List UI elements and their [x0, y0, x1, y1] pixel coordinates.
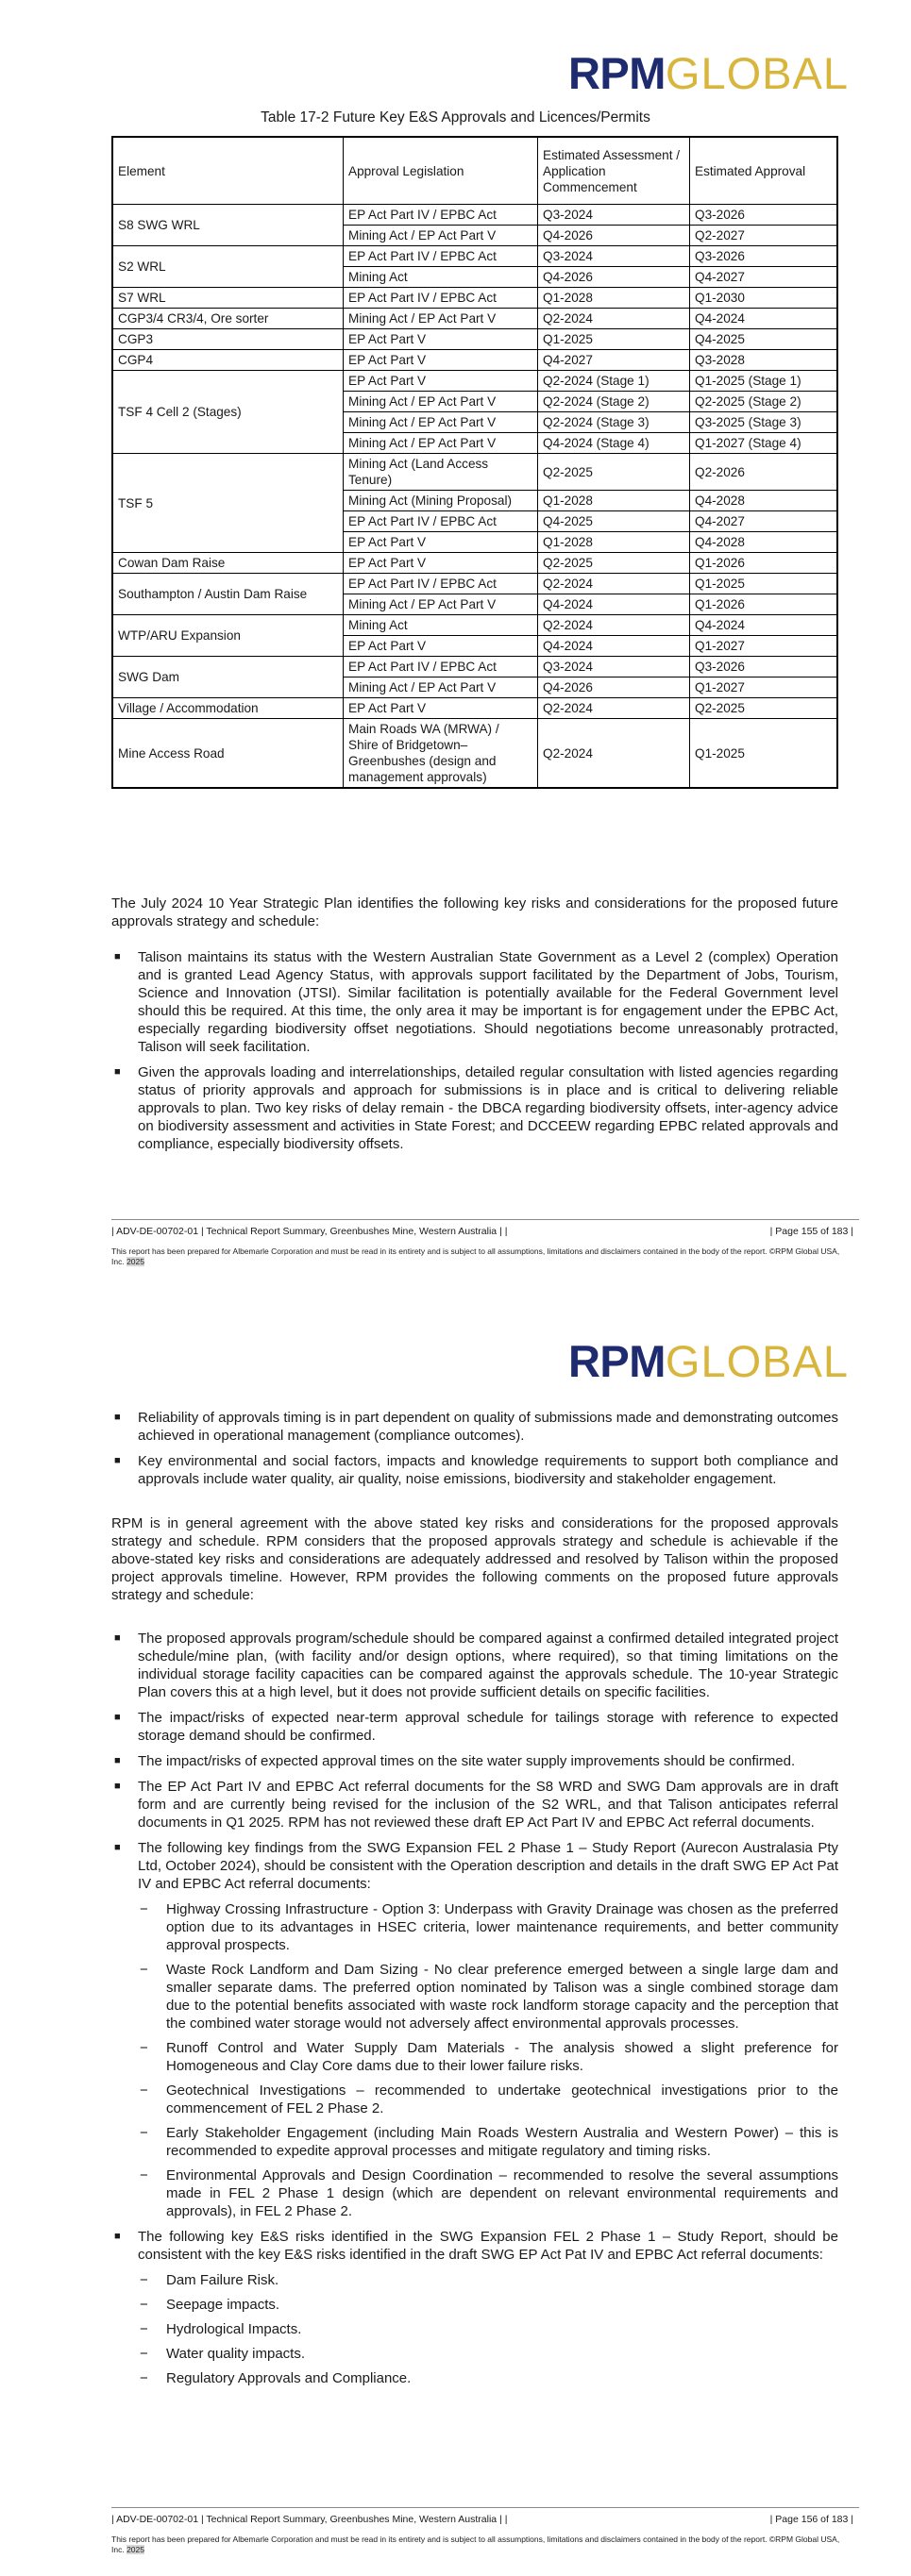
- list-item: ■ The following key findings from the SWG Expansion FEL 2 Phase 1 – Study Report (Aurecon Australasia Pty Ltd, October 2024), should be consistent with the Operation description and details in the draft SWG EP Act Pat IV and EPBC Act referral documents: − Highway Crossing Infrastructure - Option 3: Underpass with Gravity Drainage was chosen as the preferred option due to its advantages in HSEC criteria, lower maintenance requirements, and better community approval prospects. − Waste Rock Landform and Dam Sizing - No clear preference emerged between a single large dam and smaller separate dams. The preferred option nominated by Talison was a single combined storage dam due to the potential benefits associated with waste rock landform storage capacity and the perception that the combined water storage would not adversely affect environmental approvals processes. − Runoff Control and Water Supply Dam Materials - The analysis showed a slight preference for Homogeneous and Clay Core dams due to their lower failure risks. − Geotechnical Investigations – recommended to undertake geotechnical investigations prior to the commencement of FEL 2 Phase 2. − Early Stakeholder Engagement (including Main Roads Western Australia and Western Power) – this is recommended to expedite approval processes and mitigate regulatory and timing risks. − Environmental Approvals and Design Coordination – recommended to resolve the several assumptions made in FEL 2 Phase 1 design (which are dependent on relevant environmental requirements and approvals), in FEL 2 Phase 2.: [114, 1840, 838, 2219]
- bullet-square-icon: ■: [114, 951, 121, 962]
- bullet-square-icon: ■: [114, 2231, 121, 2242]
- header-element: Element: [112, 137, 344, 205]
- approval-cell: Q1-2025: [690, 574, 838, 594]
- findings-sublist: [138, 1900, 838, 2220]
- rpm-global-logo: RPMGLOBAL: [567, 1336, 849, 1386]
- element-cell: S8 SWG WRL: [112, 205, 344, 246]
- dash-icon: −: [140, 2083, 148, 2099]
- approval-cell: Q1-2030: [690, 288, 838, 309]
- approval-cell: Q4-2027: [690, 267, 838, 288]
- commencement-cell: Q4-2026: [538, 267, 690, 288]
- continued-bullet-list: [111, 1409, 838, 1496]
- approval-cell: Q3-2026: [690, 205, 838, 226]
- list-item: ■ The proposed approvals program/schedule should be compared against a confirmed detailed integrated project schedule/mine plan, (with facility and/or design options, where required), so that timing limitations on the individual storage facility capacities can be compared against the approvals schedule. The 10-year Strategic Plan covers this at a high level, but it does not provide sufficient details on specific facilities.: [114, 1631, 838, 1700]
- commencement-cell: Q2-2024 (Stage 3): [538, 412, 690, 433]
- commencement-cell: Q4-2024 (Stage 4): [538, 433, 690, 454]
- intro-paragraph: The July 2024 10 Year Strategic Plan identifies the following key risks and considerations for the proposed future approvals strategy and schedule:: [111, 895, 838, 929]
- footer: [111, 1226, 859, 1237]
- approval-cell: Q4-2028: [690, 532, 838, 553]
- approval-cell: Q1-2026: [690, 553, 838, 574]
- page-156: [0, 1288, 911, 2576]
- list-item: ■ The impact/risks of expected approval times on the site water supply improvements should be confirmed.: [114, 1753, 796, 1769]
- dash-icon: −: [140, 2167, 148, 2183]
- legislation-cell: EP Act Part IV / EPBC Act: [344, 288, 538, 309]
- approval-cell: Q4-2024: [690, 615, 838, 636]
- element-cell: Village / Accommodation: [112, 698, 344, 719]
- table-row: [112, 698, 837, 719]
- table-row: [112, 350, 837, 371]
- commencement-cell: Q4-2027: [538, 350, 690, 371]
- list-item: ■ The following key E&S risks identified in the SWG Expansion FEL 2 Phase 1 – Study Report, should be consistent with the key E&S risks identified in the draft SWG EP Act Pat IV and EPBC Act referral documents: − Dam Failure Risk. − Seepage impacts. − Hydrological Impacts. − Water quality impacts. − Regulatory Approvals and Compliance.: [114, 2229, 838, 2386]
- dash-icon: −: [140, 2321, 148, 2337]
- approval-cell: Q2-2025: [690, 698, 838, 719]
- commencement-cell: Q2-2024: [538, 615, 690, 636]
- sub-list-item: − Runoff Control and Water Supply Dam Materials - The analysis showed a slight preference for Homogeneous and Clay Core dams due to their lower failure risks.: [140, 2040, 838, 2074]
- commencement-cell: Q2-2024 (Stage 2): [538, 392, 690, 412]
- table-row: [112, 288, 837, 309]
- disclaimer: This report has been prepared for Albemarle Corporation and must be read in its entirety and is subject to all assumptions, limitations and disclaimers contained in the body of the report. ©RPM Global USA, Inc. 2025: [111, 2534, 840, 2554]
- rpm-comments-list: [111, 1630, 838, 2395]
- dash-icon: −: [140, 1962, 148, 1978]
- legislation-cell: Main Roads WA (MRWA) / Shire of Bridgetown–Greenbushes (design and management approvals): [344, 719, 538, 789]
- approvals-table: [111, 136, 838, 789]
- table-header-row: [112, 137, 837, 205]
- commencement-cell: Q3-2024: [538, 246, 690, 267]
- bullet-square-icon: ■: [114, 1755, 121, 1766]
- commencement-cell: Q3-2024: [538, 657, 690, 677]
- risk-bullet-list: [111, 948, 838, 1161]
- element-cell: CGP4: [112, 350, 344, 371]
- footer-doc-ref: | ADV-DE-00702-01 | Technical Report Summary, Greenbushes Mine, Western Australia | |: [111, 2514, 508, 2525]
- legislation-cell: EP Act Part IV / EPBC Act: [344, 574, 538, 594]
- page-number: | Page 156 of 183 |: [769, 2514, 853, 2525]
- sub-list-item: − Environmental Approvals and Design Coordination – recommended to resolve the several assumptions made in FEL 2 Phase 1 design (which are dependent on relevant environmental requirements and approvals), in FEL 2 Phase 2.: [140, 2167, 838, 2219]
- approval-cell: Q2-2027: [690, 226, 838, 246]
- legislation-cell: EP Act Part V: [344, 329, 538, 350]
- legislation-cell: EP Act Part V: [344, 350, 538, 371]
- legislation-cell: Mining Act / EP Act Part V: [344, 677, 538, 698]
- approval-cell: Q3-2028: [690, 350, 838, 371]
- dash-icon: −: [140, 2272, 148, 2288]
- table-row: [112, 309, 837, 329]
- element-cell: TSF 4 Cell 2 (Stages): [112, 371, 344, 454]
- dash-icon: −: [140, 2346, 148, 2362]
- table-row: [112, 615, 837, 636]
- commencement-cell: Q2-2024: [538, 698, 690, 719]
- list-item: ■ The EP Act Part IV and EPBC Act referral documents for the S8 WRD and SWG Dam approvals are in draft form and are currently being revised for the inclusion of the S2 WRL, and that Talison anticipates referral documents in Q1 2025. RPM has not reviewed these draft EP Act Part IV and EPBC Act referral documents.: [114, 1779, 838, 1831]
- sub-list-item: − Water quality impacts.: [140, 2346, 305, 2362]
- commencement-cell: Q4-2024: [538, 594, 690, 615]
- dash-icon: −: [140, 2370, 148, 2386]
- legislation-cell: EP Act Part V: [344, 636, 538, 657]
- bullet-square-icon: ■: [114, 1632, 121, 1644]
- commencement-cell: Q2-2024: [538, 309, 690, 329]
- approval-cell: Q1-2027: [690, 677, 838, 698]
- footer-divider: [111, 1219, 859, 1220]
- table-row: [112, 329, 837, 350]
- commencement-cell: Q4-2024: [538, 636, 690, 657]
- approval-cell: Q3-2026: [690, 246, 838, 267]
- sub-list-item: − Early Stakeholder Engagement (including Main Roads Western Australia and Western Power) – this is recommended to expedite approval processes and mitigate regulatory and timing risks.: [140, 2125, 838, 2159]
- sub-list-item: − Regulatory Approvals and Compliance.: [140, 2370, 412, 2386]
- commencement-cell: Q2-2024 (Stage 1): [538, 371, 690, 392]
- sub-list-item: − Waste Rock Landform and Dam Sizing - No clear preference emerged between a single large dam and smaller separate dams. The preferred option nominated by Talison was a single combined storage dam due to the potential benefits associated with waste rock landform storage capacity and the perception that the combined water storage would not adversely affect environmental approvals processes.: [140, 1962, 838, 2032]
- approval-cell: Q1-2025: [690, 719, 838, 789]
- approval-cell: Q4-2024: [690, 309, 838, 329]
- footer-divider: [111, 2507, 859, 2508]
- legislation-cell: Mining Act / EP Act Part V: [344, 594, 538, 615]
- element-cell: Cowan Dam Raise: [112, 553, 344, 574]
- commencement-cell: Q4-2026: [538, 677, 690, 698]
- footer: [111, 2514, 859, 2525]
- approval-cell: Q1-2027: [690, 636, 838, 657]
- table-row: [112, 205, 837, 226]
- footer-doc-ref: | ADV-DE-00702-01 | Technical Report Summary, Greenbushes Mine, Western Australia | |: [111, 1226, 508, 1237]
- bullet-square-icon: ■: [114, 1712, 121, 1723]
- legislation-cell: EP Act Part IV / EPBC Act: [344, 511, 538, 532]
- approval-cell: Q3-2026: [690, 657, 838, 677]
- table-title: Table 17-2 Future Key E&S Approvals and Licences/Permits: [261, 109, 650, 125]
- approval-cell: Q4-2027: [690, 511, 838, 532]
- page-number: | Page 155 of 183 |: [769, 1226, 853, 1237]
- table-row: [112, 371, 837, 392]
- legislation-cell: EP Act Part V: [344, 532, 538, 553]
- legislation-cell: Mining Act / EP Act Part V: [344, 412, 538, 433]
- table-row: [112, 246, 837, 267]
- approval-cell: Q1-2026: [690, 594, 838, 615]
- risks-sublist: [138, 2271, 838, 2387]
- element-cell: CGP3/4 CR3/4, Ore sorter: [112, 309, 344, 329]
- bullet-square-icon: ■: [114, 1412, 121, 1423]
- commencement-cell: Q1-2028: [538, 491, 690, 511]
- legislation-cell: EP Act Part V: [344, 553, 538, 574]
- table-row: [112, 574, 837, 594]
- sub-list-item: − Dam Failure Risk.: [140, 2272, 279, 2288]
- commencement-cell: Q1-2025: [538, 329, 690, 350]
- approval-cell: Q2-2026: [690, 454, 838, 491]
- sub-list-item: − Geotechnical Investigations – recommended to undertake geotechnical investigations prior to the commencement of FEL 2 Phase 2.: [140, 2083, 838, 2116]
- rpm-agreement-paragraph: RPM is in general agreement with the above stated key risks and considerations for the proposed approvals strategy and schedule. RPM considers that the proposed approvals strategy and schedule is achievable if the above-stated key risks and considerations are adequately addressed and resolved by Talison within the proposed project approvals timeline. However, RPM provides the following comments on the proposed future approvals strategy and schedule:: [111, 1515, 838, 1603]
- sub-list-item: − Hydrological Impacts.: [140, 2321, 302, 2337]
- approval-cell: Q4-2028: [690, 491, 838, 511]
- header-approval: Estimated Approval: [690, 137, 838, 205]
- element-cell: Southampton / Austin Dam Raise: [112, 574, 344, 615]
- commencement-cell: Q2-2024: [538, 719, 690, 789]
- legislation-cell: Mining Act / EP Act Part V: [344, 309, 538, 329]
- legislation-cell: Mining Act / EP Act Part V: [344, 433, 538, 454]
- rpm-global-logo: RPMGLOBAL: [567, 48, 849, 98]
- element-cell: TSF 5: [112, 454, 344, 553]
- legislation-cell: Mining Act / EP Act Part V: [344, 392, 538, 412]
- commencement-cell: Q4-2025: [538, 511, 690, 532]
- sub-list-item: − Highway Crossing Infrastructure - Option 3: Underpass with Gravity Drainage was chosen as the preferred option due to its advantages in HSEC criteria, lower maintenance requirements, and better community approval prospects.: [140, 1901, 838, 1953]
- approval-cell: Q3-2025 (Stage 3): [690, 412, 838, 433]
- list-item: ■ Given the approvals loading and interrelationships, detailed regular consultation with listed agencies regarding status of priority approvals and approach for submissions is in place and is critical to delivering reliable approvals to plan. Two key risks of delay remain - the DBCA regarding biodiversity offsets, inter-agency advice on biodiversity assessment and activities in State Forest; and DCCEEW regarding EPBC related approvals and compliance, especially biodiversity offsets.: [114, 1064, 838, 1152]
- list-item: ■ Key environmental and social factors, impacts and knowledge requirements to support both compliance and approvals include water quality, air quality, noise emissions, biodiversity and stakeholder engagement.: [114, 1453, 838, 1487]
- commencement-cell: Q2-2025: [538, 454, 690, 491]
- list-item: ■ Reliability of approvals timing is in part dependent on quality of submissions made and demonstrating outcomes achieved in operational management (compliance outcomes).: [114, 1410, 838, 1444]
- element-cell: S2 WRL: [112, 246, 344, 288]
- legislation-cell: Mining Act (Land Access Tenure): [344, 454, 538, 491]
- approval-cell: Q1-2027 (Stage 4): [690, 433, 838, 454]
- legislation-cell: Mining Act: [344, 267, 538, 288]
- legislation-cell: Mining Act: [344, 615, 538, 636]
- element-cell: CGP3: [112, 329, 344, 350]
- dash-icon: −: [140, 2040, 148, 2056]
- legislation-cell: EP Act Part V: [344, 698, 538, 719]
- dash-icon: −: [140, 2297, 148, 2313]
- table-row: [112, 454, 837, 491]
- legislation-cell: EP Act Part IV / EPBC Act: [344, 246, 538, 267]
- header-legislation: Approval Legislation: [344, 137, 538, 205]
- commencement-cell: Q2-2024: [538, 574, 690, 594]
- approval-cell: Q2-2025 (Stage 2): [690, 392, 838, 412]
- commencement-cell: Q4-2026: [538, 226, 690, 246]
- approval-cell: Q1-2025 (Stage 1): [690, 371, 838, 392]
- sub-list-item: − Seepage impacts.: [140, 2297, 280, 2313]
- header-commencement: Estimated Assessment / Application Commencement: [538, 137, 690, 205]
- legislation-cell: EP Act Part V: [344, 371, 538, 392]
- table-row: [112, 657, 837, 677]
- dash-icon: −: [140, 1901, 148, 1917]
- bullet-square-icon: ■: [114, 1781, 121, 1792]
- bullet-square-icon: ■: [114, 1066, 121, 1078]
- bullet-square-icon: ■: [114, 1842, 121, 1853]
- legislation-cell: Mining Act (Mining Proposal): [344, 491, 538, 511]
- element-cell: Mine Access Road: [112, 719, 344, 789]
- list-item: ■ Talison maintains its status with the Western Australian State Government as a Level 2 (complex) Operation and is granted Lead Agency Status, with approvals support facilitated by the Department of Jobs, Tourism, Science and Innovation (JTSI). Similar facilitation is potentially available for the Federal Government level should this be required. At this time, the only area it may be important is for engagement under the EPBC Act, especially regarding biodiversity offset negotiations. Should negotiations become unreasonably protracted, Talison will seek facilitation.: [114, 949, 838, 1055]
- list-item: ■ The impact/risks of expected near-term approval schedule for tailings storage with reference to expected storage demand should be confirmed.: [114, 1710, 838, 1744]
- disclaimer: This report has been prepared for Albemarle Corporation and must be read in its entirety and is subject to all assumptions, limitations and disclaimers contained in the body of the report. ©RPM Global USA, Inc. 2025: [111, 1246, 840, 1266]
- commencement-cell: Q2-2025: [538, 553, 690, 574]
- commencement-cell: Q3-2024: [538, 205, 690, 226]
- commencement-cell: Q1-2028: [538, 532, 690, 553]
- approval-cell: Q4-2025: [690, 329, 838, 350]
- table-row: [112, 719, 837, 789]
- bullet-square-icon: ■: [114, 1455, 121, 1466]
- dash-icon: −: [140, 2125, 148, 2141]
- legislation-cell: EP Act Part IV / EPBC Act: [344, 657, 538, 677]
- element-cell: WTP/ARU Expansion: [112, 615, 344, 657]
- element-cell: SWG Dam: [112, 657, 344, 698]
- commencement-cell: Q1-2028: [538, 288, 690, 309]
- legislation-cell: EP Act Part IV / EPBC Act: [344, 205, 538, 226]
- legislation-cell: Mining Act / EP Act Part V: [344, 226, 538, 246]
- element-cell: S7 WRL: [112, 288, 344, 309]
- table-row: [112, 553, 837, 574]
